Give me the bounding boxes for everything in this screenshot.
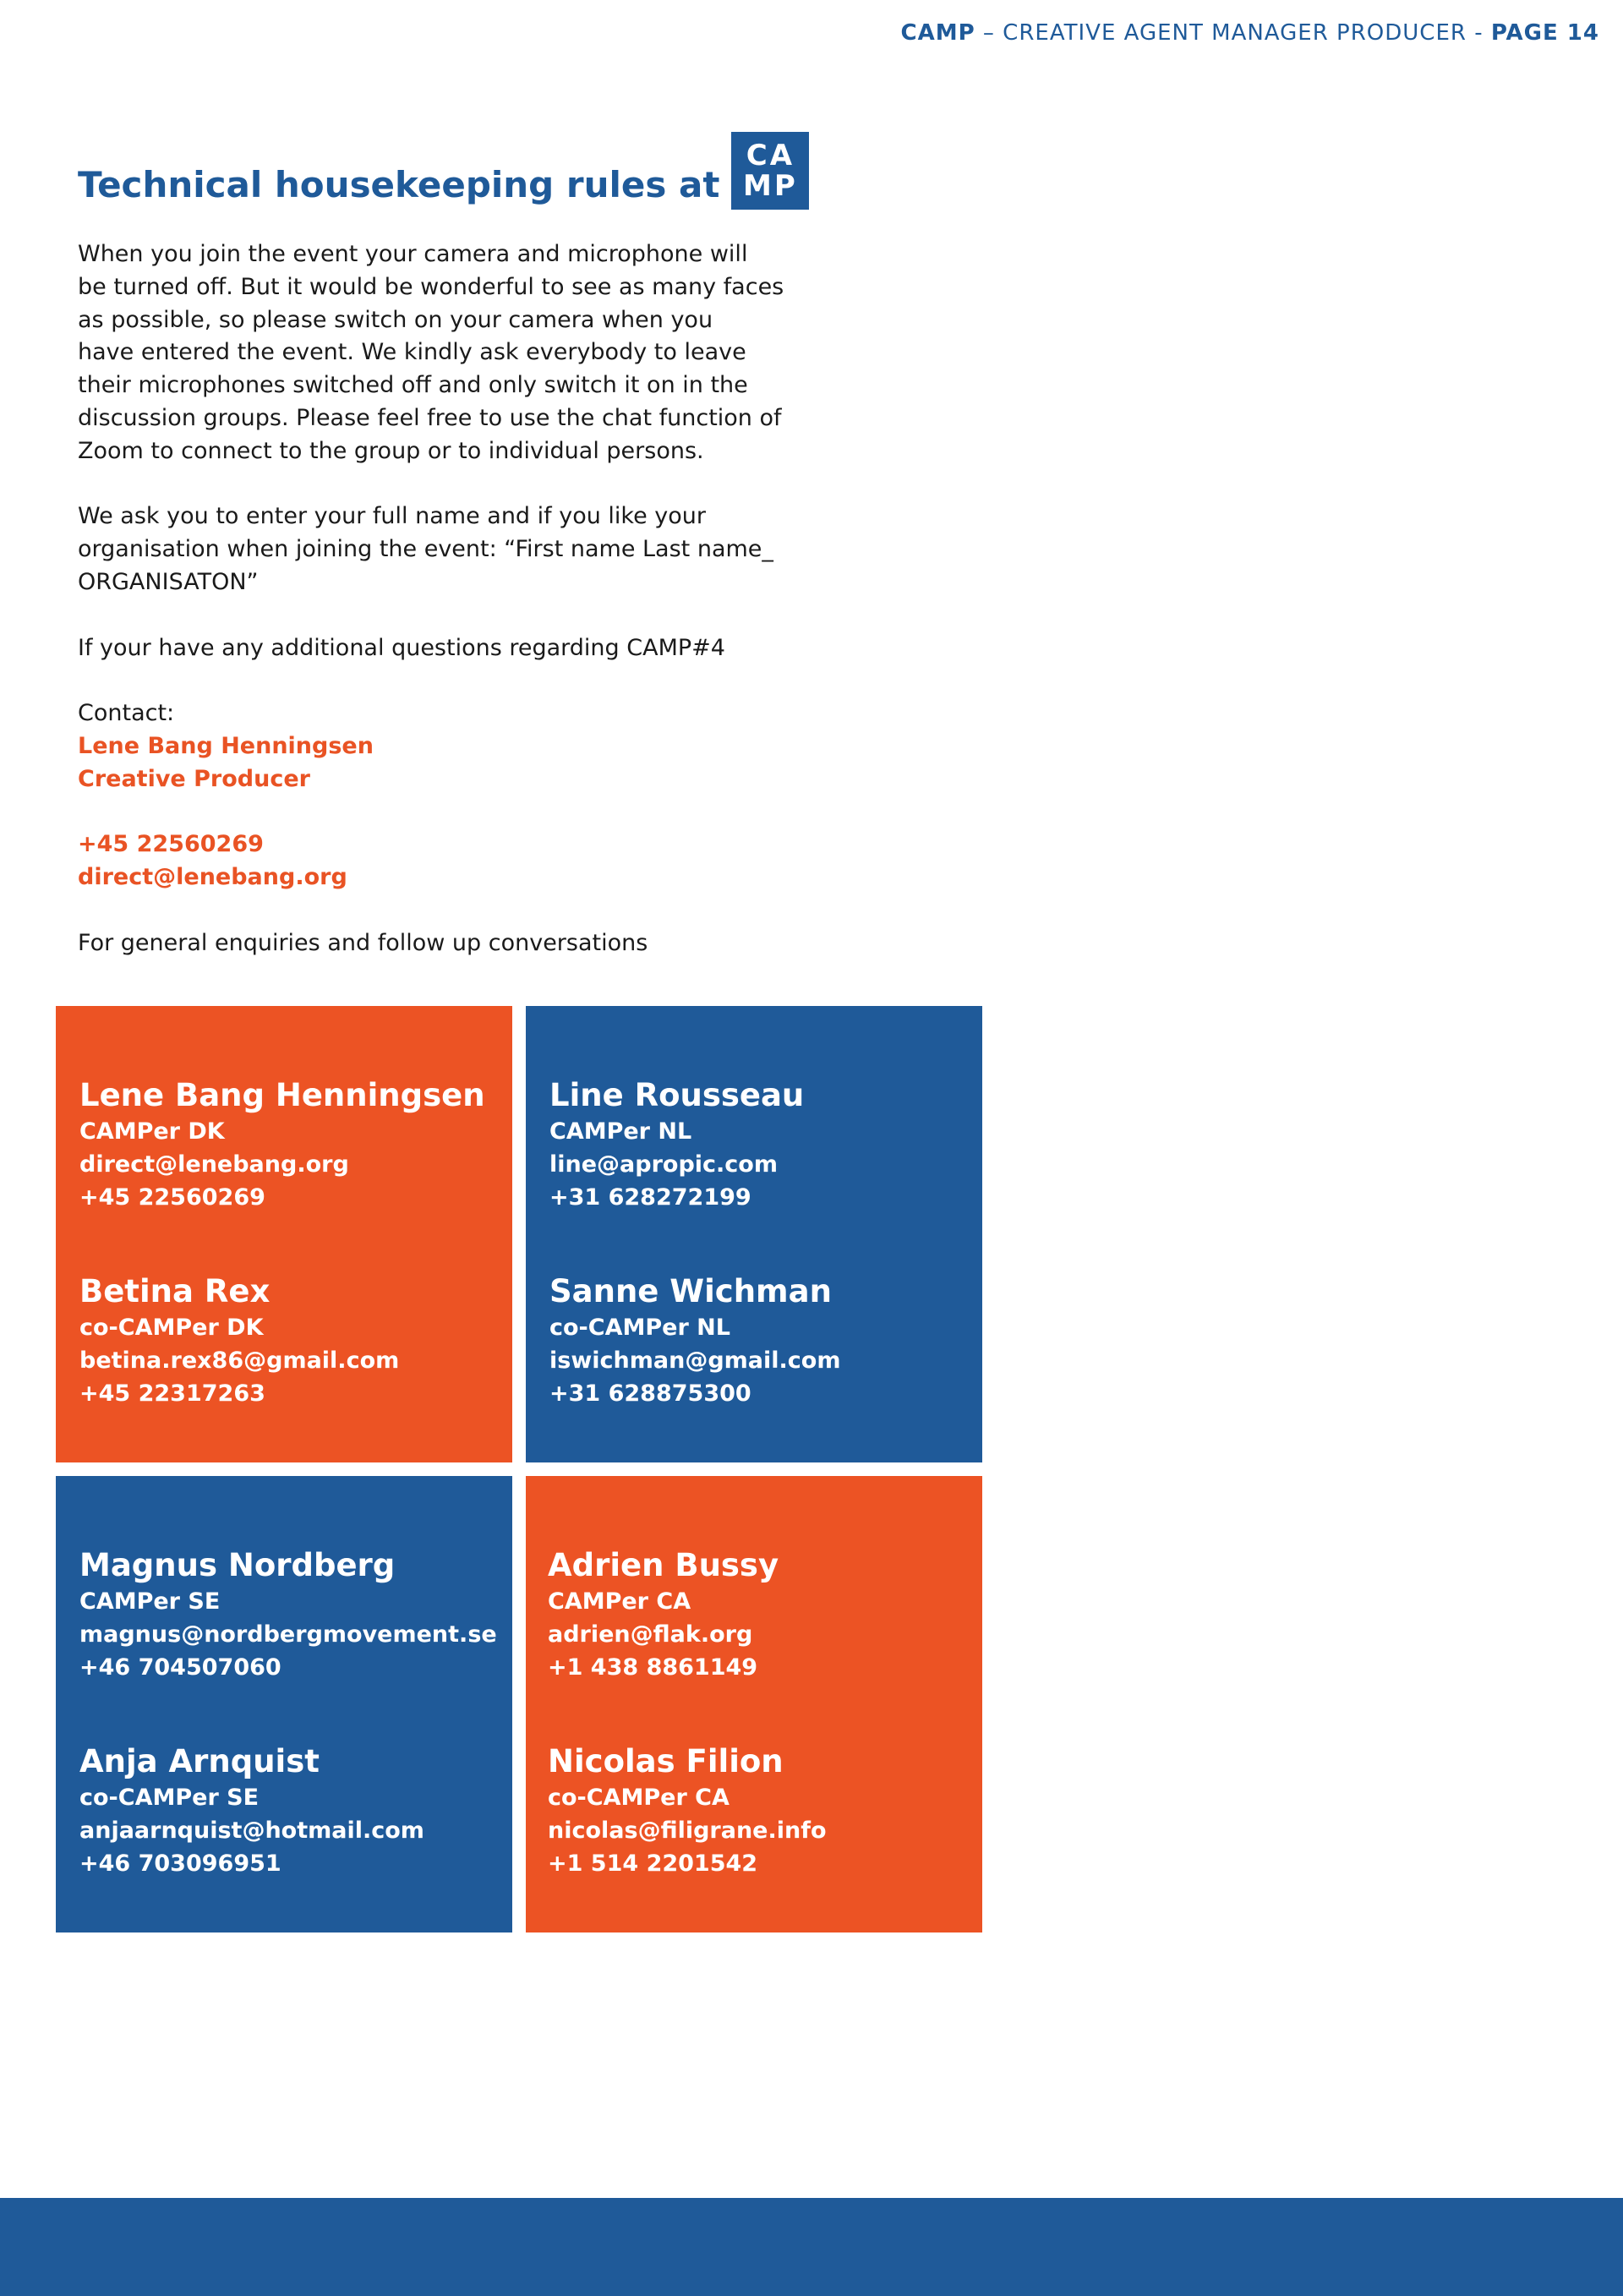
contact-card-dk xyxy=(56,1006,512,1462)
person-phone[interactable]: +1 438 8861149 xyxy=(548,1654,758,1681)
person-email-link[interactable]: direct@lenebang.org xyxy=(79,1151,349,1178)
person-phone[interactable]: +46 704507060 xyxy=(79,1654,281,1681)
contact-email-link[interactable]: direct@lenebang.org xyxy=(78,864,347,891)
person-phone[interactable]: +45 22317263 xyxy=(79,1380,265,1407)
header-brand: CAMP xyxy=(900,20,975,46)
paragraph-line: organisation when joining the event: “First name Last name_ xyxy=(78,536,773,563)
contact-role: Creative Producer xyxy=(78,765,310,792)
person-name: Adrien Bussy xyxy=(548,1547,779,1583)
person-phone[interactable]: +45 22560269 xyxy=(79,1184,265,1211)
spacer xyxy=(78,894,889,927)
person-block xyxy=(79,1271,399,1410)
paragraph-line: as possible, so please switch on your camera when you xyxy=(78,306,713,333)
spacer xyxy=(78,599,889,632)
contact-name: Lene Bang Henningsen xyxy=(78,732,374,759)
person-role: co-CAMPer CA xyxy=(548,1785,730,1811)
person-phone[interactable]: +31 628272199 xyxy=(549,1184,751,1211)
page-header xyxy=(901,20,1599,46)
person-block xyxy=(548,1741,827,1880)
footer-bar xyxy=(0,2198,1623,2296)
person-role: CAMPer CA xyxy=(548,1588,691,1615)
person-block xyxy=(79,1545,497,1684)
person-email-link[interactable]: iswichman@gmail.com xyxy=(549,1347,841,1374)
contact-phone[interactable]: +45 22560269 xyxy=(78,831,264,858)
camp-logo xyxy=(731,132,809,210)
person-email-link[interactable]: line@apropic.com xyxy=(549,1151,778,1178)
person-role: CAMPer NL xyxy=(549,1118,692,1145)
contact-card-ca xyxy=(526,1476,982,1932)
body-text xyxy=(78,238,889,960)
person-name: Betina Rex xyxy=(79,1273,270,1309)
logo-top: CA xyxy=(746,139,795,172)
paragraph-line: have entered the event. We kindly ask everybody to leave xyxy=(78,339,746,366)
person-role: co-CAMPer NL xyxy=(549,1315,730,1341)
section-title: Technical housekeeping rules at xyxy=(78,164,720,205)
person-block xyxy=(548,1545,779,1684)
person-role: co-CAMPer DK xyxy=(79,1315,264,1341)
contact-card-nl xyxy=(526,1006,982,1462)
section-title-row xyxy=(78,127,809,205)
paragraph-line: When you join the event your camera and microphone will xyxy=(78,241,748,267)
person-name: Line Rousseau xyxy=(549,1077,805,1113)
person-block xyxy=(549,1075,804,1214)
person-email-link[interactable]: anjaarnquist@hotmail.com xyxy=(79,1817,424,1844)
person-email-link[interactable]: adrien@flak.org xyxy=(548,1621,753,1648)
paragraph-line: ORGANISATON” xyxy=(78,568,259,595)
paragraph-line: Zoom to connect to the group or to individual persons. xyxy=(78,437,704,464)
person-name: Magnus Nordberg xyxy=(79,1547,396,1583)
general-enquiries-text: For general enquiries and follow up conversations xyxy=(78,929,648,956)
spacer xyxy=(78,664,889,697)
person-name: Lene Bang Henningsen xyxy=(79,1077,485,1113)
paragraph-line: be turned off. But it would be wonderful to see as many faces xyxy=(78,273,784,300)
person-role: co-CAMPer SE xyxy=(79,1785,260,1811)
contact-label: Contact: xyxy=(78,700,175,727)
paragraph-line: We ask you to enter your full name and if you like your xyxy=(78,503,707,530)
spacer xyxy=(78,796,889,829)
paragraph-line: discussion groups. Please feel free to use the chat function of xyxy=(78,404,782,431)
person-name: Sanne Wichman xyxy=(549,1273,832,1309)
paragraph-line: their microphones switched off and only switch it on in the xyxy=(78,372,748,399)
person-role: CAMPer DK xyxy=(79,1118,225,1145)
person-phone[interactable]: +1 514 2201542 xyxy=(548,1850,758,1877)
person-email-link[interactable]: betina.rex86@gmail.com xyxy=(79,1347,400,1374)
person-email-link[interactable]: nicolas@filigrane.info xyxy=(548,1817,827,1844)
person-role: CAMPer SE xyxy=(79,1588,221,1615)
person-email-link[interactable]: magnus@nordbergmovement.se xyxy=(79,1621,497,1648)
questions-text: If your have any additional questions regarding CAMP#4 xyxy=(78,634,725,661)
spacer xyxy=(78,468,889,501)
person-block xyxy=(549,1271,840,1410)
header-subtitle: – CREATIVE AGENT MANAGER PRODUCER - xyxy=(982,20,1484,46)
person-name: Nicolas Filion xyxy=(548,1743,784,1779)
contact-card-se xyxy=(56,1476,512,1932)
person-phone[interactable]: +31 628875300 xyxy=(549,1380,751,1407)
logo-bottom: MP xyxy=(743,169,798,203)
person-name: Anja Arnquist xyxy=(79,1743,320,1779)
header-page-label: PAGE 14 xyxy=(1490,20,1599,46)
person-block xyxy=(79,1075,485,1214)
person-block xyxy=(79,1741,424,1880)
person-phone[interactable]: +46 703096951 xyxy=(79,1850,281,1877)
